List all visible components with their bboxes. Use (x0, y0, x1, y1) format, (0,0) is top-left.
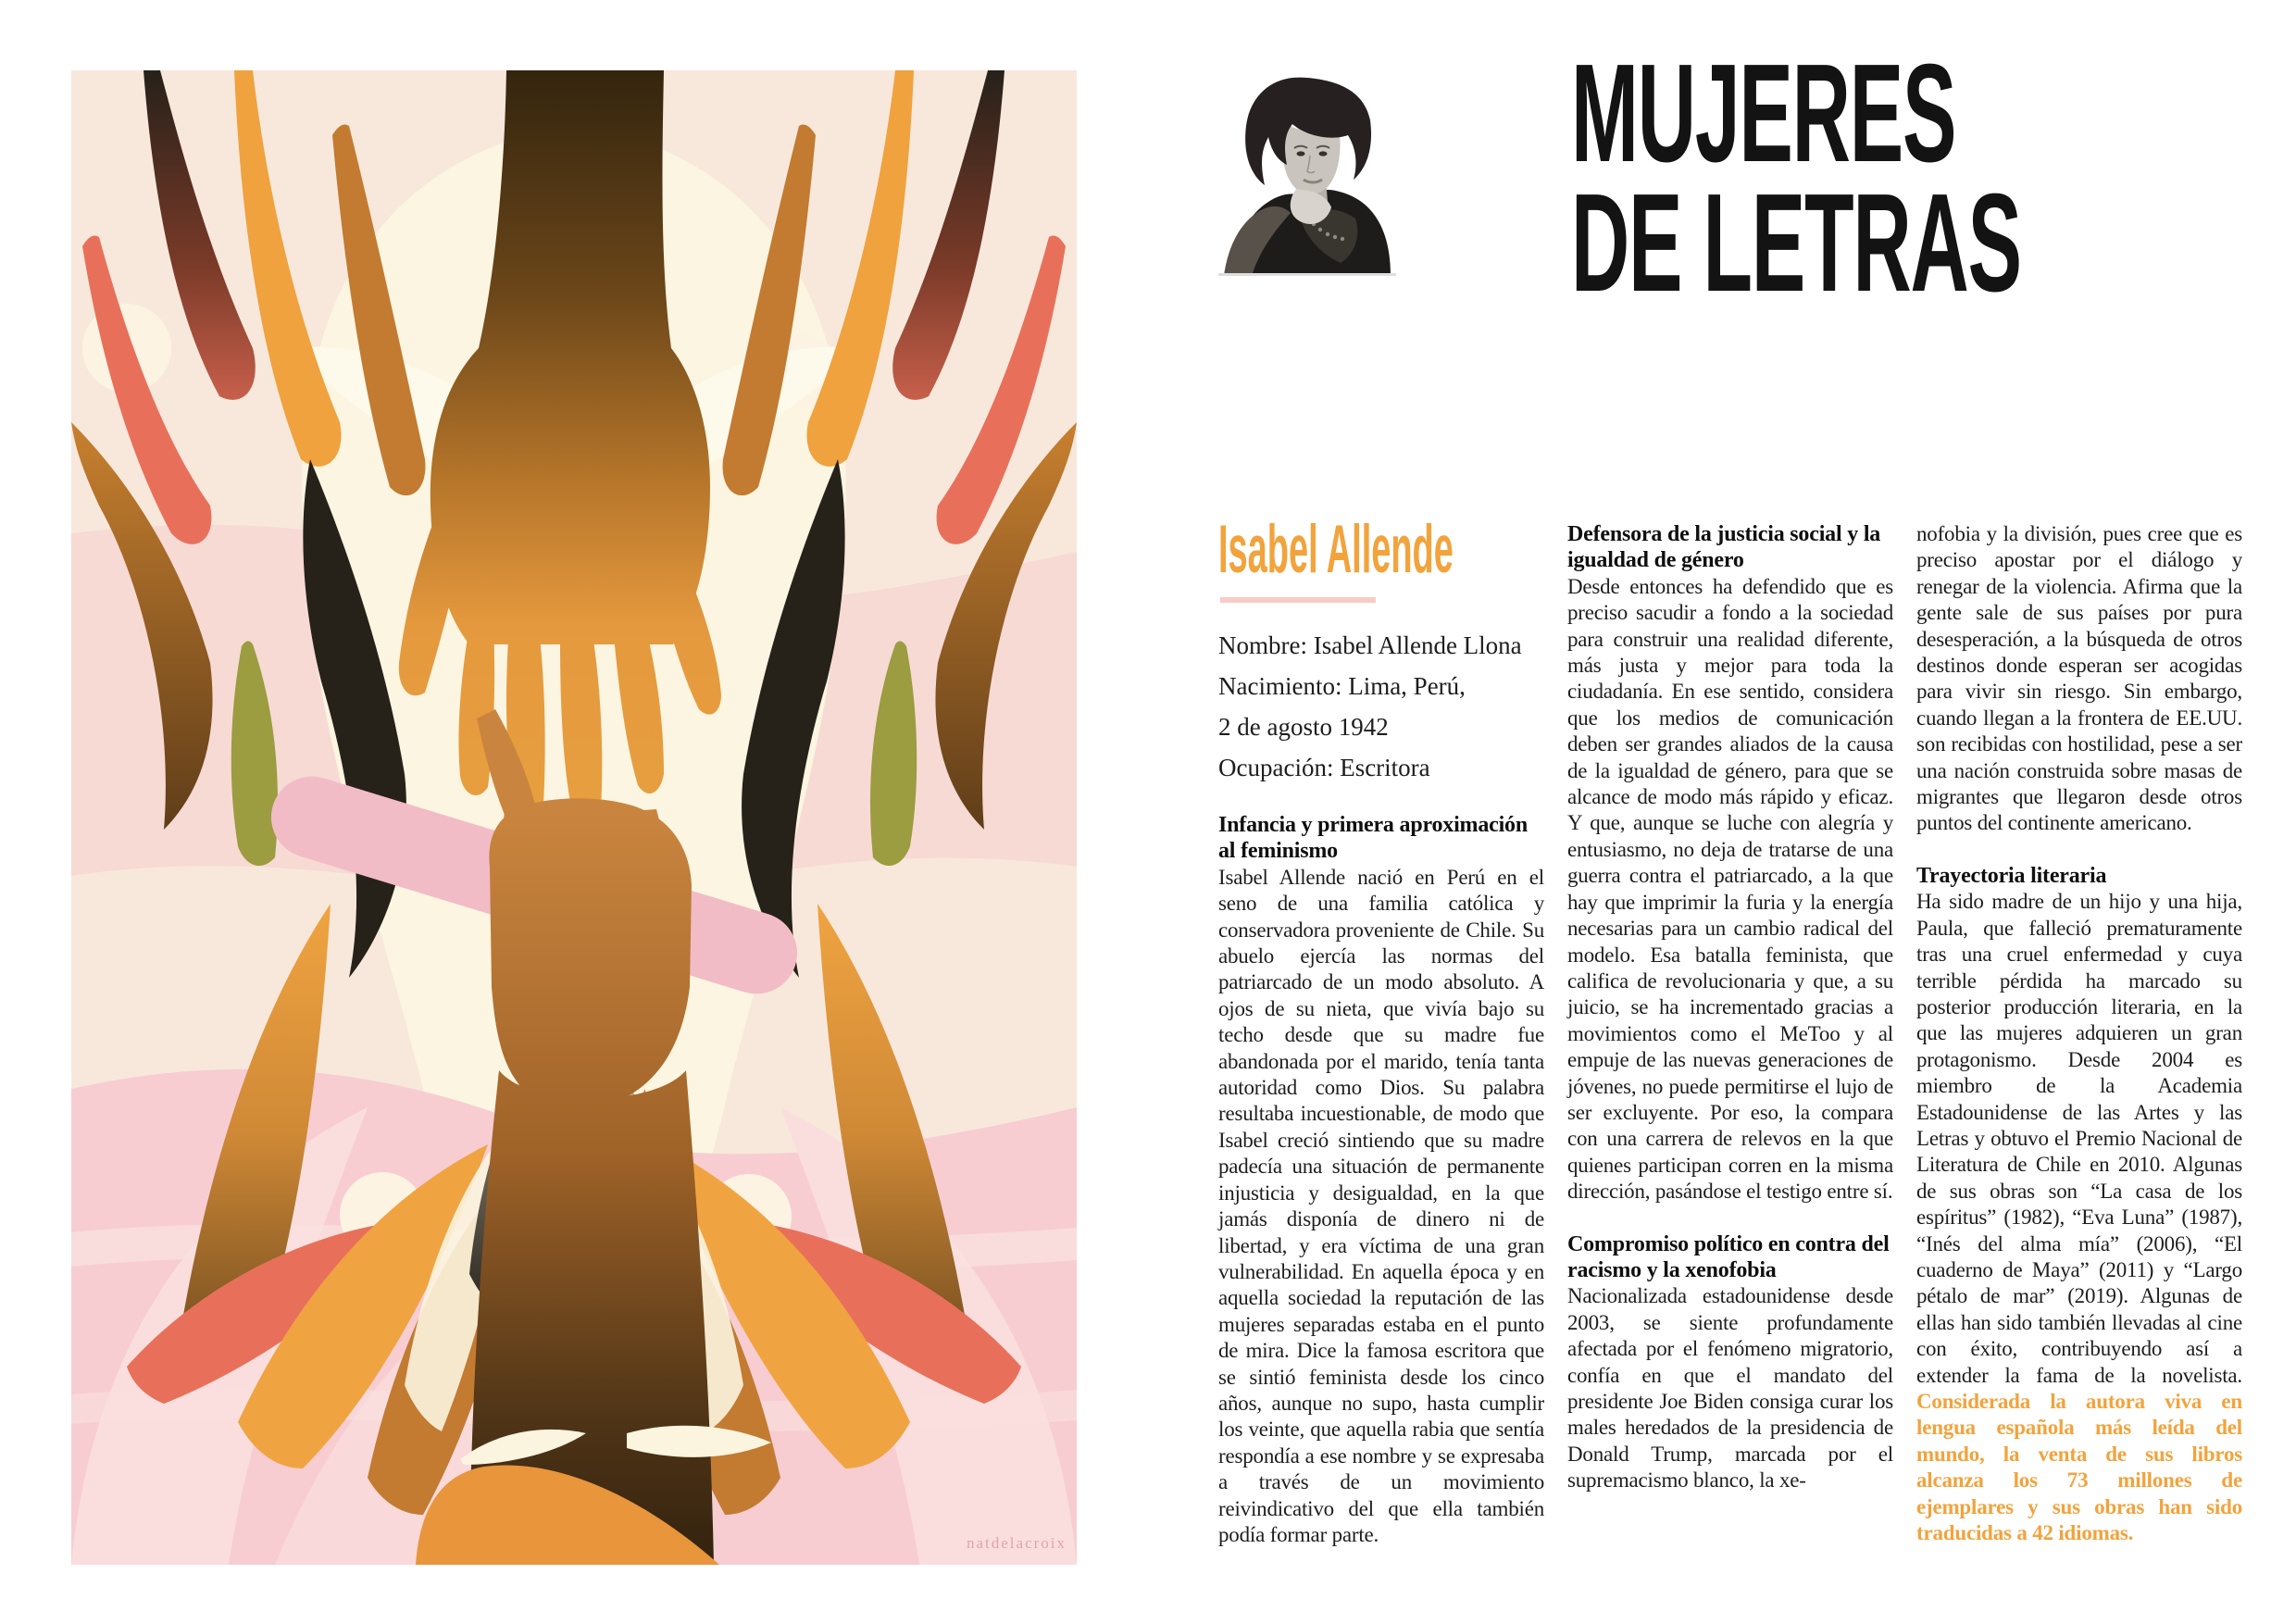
masthead-line-2: DE LETRAS (1571, 164, 2021, 320)
body-paragraph: nofobia y la división, pues cree que es preciso apostar por el diálogo y renegar de la violencia. Afirma que la gente sale de sus países por pura desesperación, a la búsqueda de otros destinos donde esperan ser acogidas para vivir sin riesgo. Sin embargo, cuando llegan a la frontera de EE.UU. son recibidas con hostilidad, pese a ser una nación construida sobre masas de migrantes que llegaron desde otros puntos del continente americano. (1916, 522, 2242, 835)
profile-detail-line: Nombre: Isabel Allende Llona (1218, 631, 1522, 659)
article-column-1 (1218, 812, 1544, 1548)
relay-hands-illustration (71, 70, 1077, 1565)
section-heading: Compromiso político en contra del racismo y la xenofobia (1567, 1231, 1890, 1282)
profile-detail-line: Nacimiento: Lima, Perú, (1218, 672, 1466, 700)
profile-detail-line: 2 de agosto 1942 (1218, 713, 1389, 741)
author-name-heading: Isabel Allende (1218, 512, 1454, 587)
section-heading: Infancia y primera aproximación al feminismo (1218, 813, 1529, 864)
author-photo (1218, 67, 1396, 276)
artist-signature: natdelacroix (966, 1534, 1067, 1552)
masthead-line-1: MUJERES (1571, 34, 1956, 191)
highlight-sentence: Considerada la autora viva en lengua española más leída del mundo, la venta de sus libros alcanza los 73 millones de ejemplares y sus obras han sido traducidas a 42 idiomas. (1916, 1390, 2242, 1545)
section-heading: Trayectoria literaria (1916, 863, 2107, 888)
article-column-2 (1567, 521, 1893, 1494)
profile-detail-line: Ocupación: Escritora (1218, 754, 1430, 781)
section-heading: Defensora de la justicia social y la igualdad de género (1567, 522, 1881, 573)
profile-details (1218, 625, 1544, 788)
body-paragraph: Isabel Allende nació en Perú en el seno de una familia católica y conservadora proveniente de Chile. Su abuelo ejercía las normas del patriarcado de un modo absoluto. A ojos de su nieta, que vivía bajo su techo desde que su madre fue abandonada por el marido, tenía tanta autoridad como Dios. Su palabra resultaba incuestionable, de modo que Isabel creció sintiendo que su madre padecía una situación de permanente injusticia y desigualdad, en la que jamás disponía de dinero ni de libertad, y era víctima de una gran vulnerabilidad. En aquella época y en aquella sociedad la reputación de las mujeres separadas estaba en el punto de mira. Dice la famosa escritora que se sintió feminista desde los cinco años, aunque no supo, hasta cumplir los veinte, que aquella rabia que sentía respondía a ese nombre y se expresaba a través de un movimiento reivindicativo del que ella también podía formar parte. (1218, 865, 1544, 1546)
body-paragraph: Desde entonces ha defendido que es preciso sacudir a fondo a la sociedad para construir una realidad diferente, más justa y mejor para toda la ciudadanía. En ese sentido, considera que los medios de comunicación deben ser grandes aliados de la causa de la igualdad de género, para que se alcance de modo más rápido y eficaz. Y que, aunque se luche con alegría y entusiasmo, no deja de tratarse de una guerra contra el patriarcado, a la que hay que imprimir la furia y la energía necesarias para un cambio radical del modelo. Esa batalla feminista, que califica de revolucionaria y que, a su juicio, se ha incrementado gracias a movimientos como el MeToo y al empuje de las nuevas generaciones de jóvenes, no puede permitirse el lujo de ser excluyente. Por eso, la compara con una carrera de relevos en la que quienes participan corren en la misma dirección, pasándose el testigo entre sí. (1567, 574, 1893, 1204)
pink-divider-rule (1220, 597, 1376, 603)
body-paragraph: Ha sido madre de un hijo y una hija, Paula, que falleció prematuramente tras una cruel enfermedad y cuya terrible pérdida ha marcado su posterior producción literaria, en la que las mujeres adquieren un gran protagonismo. Desde 2004 es miembro de la Academia Estadounidense de las Artes y las Letras y obtuvo el Premio Nacional de Literatura de Chile en 2010. Algunas de sus obras son “La casa de los espíritus” (1982), “Eva Luna” (1987), “Inés del alma mía” (2006), “El cuaderno de Maya” (2011) y “Largo pétalo de mar” (2019). Algunas de ellas han sido también llevadas al cine con éxito, contribuyendo así a extender la fama de la novelista. Considerada la autora viva en lengua española más leída del mundo, la venta de sus libros alcanza los 73 millones de ejemplares y sus obras han sido traducidas a 42 idiomas. (1916, 890, 2242, 1545)
article-column-3 (1916, 521, 2242, 1546)
column-profile (1218, 512, 1544, 1548)
isabel-allende-portrait-image (1218, 67, 1396, 276)
masthead-title (1571, 34, 2296, 320)
body-paragraph: Nacionalizada estadounidense desde 2003, se siente profundamente afectada por el fenómeno migratorio, confía en que el mandato del presidente Joe Biden consiga curar los males heredados de la presidencia de Donald Trump, marcada por el supremacismo blanco, la xe- (1567, 1284, 1893, 1493)
